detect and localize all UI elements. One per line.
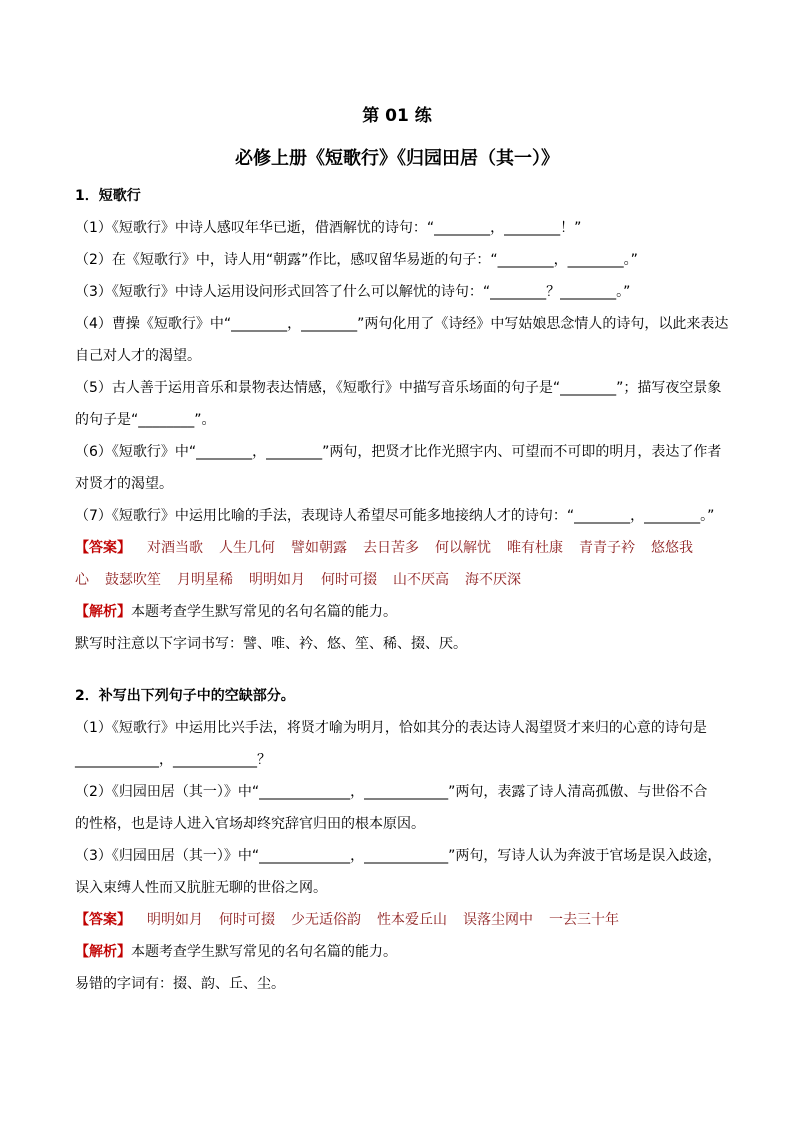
analysis-label: 【解析】 [75,604,131,620]
s2-answer-row [75,910,723,930]
s1-question-4-line2: 自己对人才的渴望。 [75,348,201,364]
s2-question-2-line1: （2）《归园田居（其一）》中“_____________，____________”两句，表露了诗人清高孤傲、与世俗不合 [75,784,708,800]
s1-question-2: （2）在《短歌行》中，诗人用“朝露”作比，感叹留华易逝的句子：“________，________。” [75,252,638,268]
answer-item: 青青子衿 [579,540,635,556]
s1-answer-row1 [75,538,723,558]
answer-item: 误落尘网中 [463,912,533,928]
answer-item: 何时可掇 [219,912,275,928]
s1-question-5-line2: 的句子是“________”。 [75,412,216,428]
s2-question-1-line2: ____________，____________？ [75,752,271,768]
answer-item: 何时可掇 [321,572,377,588]
answer-item: 心 [75,572,89,588]
answer-item: 唯有杜康 [507,540,563,556]
answer-item: 去日苦多 [363,540,419,556]
s1-answer-row2 [75,570,723,590]
s1-note: 默写时注意以下字词书写：譬、唯、衿、悠、笙、稀、掇、厌。 [75,636,467,652]
s1-question-5-line1: （5）古人善于运用音乐和景物表达情感，《短歌行》中描写音乐场面的句子是“________”；描写夜空景象 [75,380,722,396]
answer-item: 何以解忧 [435,540,491,556]
analysis-label: 【解析】 [75,944,131,960]
s1-question-1: （1）《短歌行》中诗人感叹年华已逝，借酒解忧的诗句：“________，________！” [75,220,582,236]
s2-question-3-line2: 误入束缚人性而又肮脏无聊的世俗之网。 [75,880,327,896]
s1-analysis [75,602,723,622]
s2-question-1-line1: （1）《短歌行》中运用比兴手法，将贤才喻为明月，恰如其分的表达诗人渴望贤才来归的心意的诗句是 [75,720,707,736]
answer-item: 明明如月 [249,572,305,588]
answer-item: 海不厌深 [465,572,521,588]
answer-item: 人生几何 [219,540,275,556]
s2-note: 易错的字词有：掇、韵、丘、尘。 [75,976,285,992]
answer-item: 少无适俗韵 [291,912,361,928]
analysis-text: 本题考查学生默写常见的名句名篇的能力。 [131,944,397,960]
s2-question-3-line1: （3）《归园田居（其一）》中“_____________，____________”两句，写诗人认为奔波于官场是误入歧途， [75,848,722,864]
answer-label: 【答案】 [75,912,131,928]
answer-item: 鼓瑟吹笙 [105,572,161,588]
s1-question-4-line1: （4）曹操《短歌行》中“________，________”两句化用了《诗经》中写姑娘思念情人的诗句，以此来表达 [75,316,729,332]
answer-item: 一去三十年 [549,912,619,928]
answer-label: 【答案】 [75,540,131,556]
page-title: 第 01 练 [362,106,432,126]
answer-item: 譬如朝露 [291,540,347,556]
answer-item: 月明星稀 [177,572,233,588]
section1-heading: 1．短歌行 [75,188,141,204]
analysis-text: 本题考查学生默写常见的名句名篇的能力。 [131,604,397,620]
s1-question-3: （3）《短歌行》中诗人运用设问形式回答了什么可以解忧的诗句：“________？________。” [75,284,631,300]
s1-question-7: （7）《短歌行》中运用比喻的手法，表现诗人希望尽可能多地接纳人才的诗句：“________，________。” [75,508,715,524]
section2-heading: 2．补写出下列句子中的空缺部分。 [75,688,295,704]
s2-analysis [75,942,723,962]
answer-item: 性本爱丘山 [377,912,447,928]
s2-question-2-line2: 的性格，也是诗人进入官场却终究辞官归田的根本原因。 [75,816,425,832]
answer-item: 悠悠我 [651,540,693,556]
answer-item: 对酒当歌 [147,540,203,556]
answer-item: 明明如月 [147,912,203,928]
page-subtitle: 必修上册《短歌行》《归园田居（其一）》 [235,148,559,169]
answer-item: 山不厌高 [393,572,449,588]
s1-question-6-line2: 对贤才的渴望。 [75,476,173,492]
s1-question-6-line1: （6）《短歌行》中“________，________”两句，把贤才比作光照宇内、可望而不可即的明月，表达了作者 [75,444,722,460]
